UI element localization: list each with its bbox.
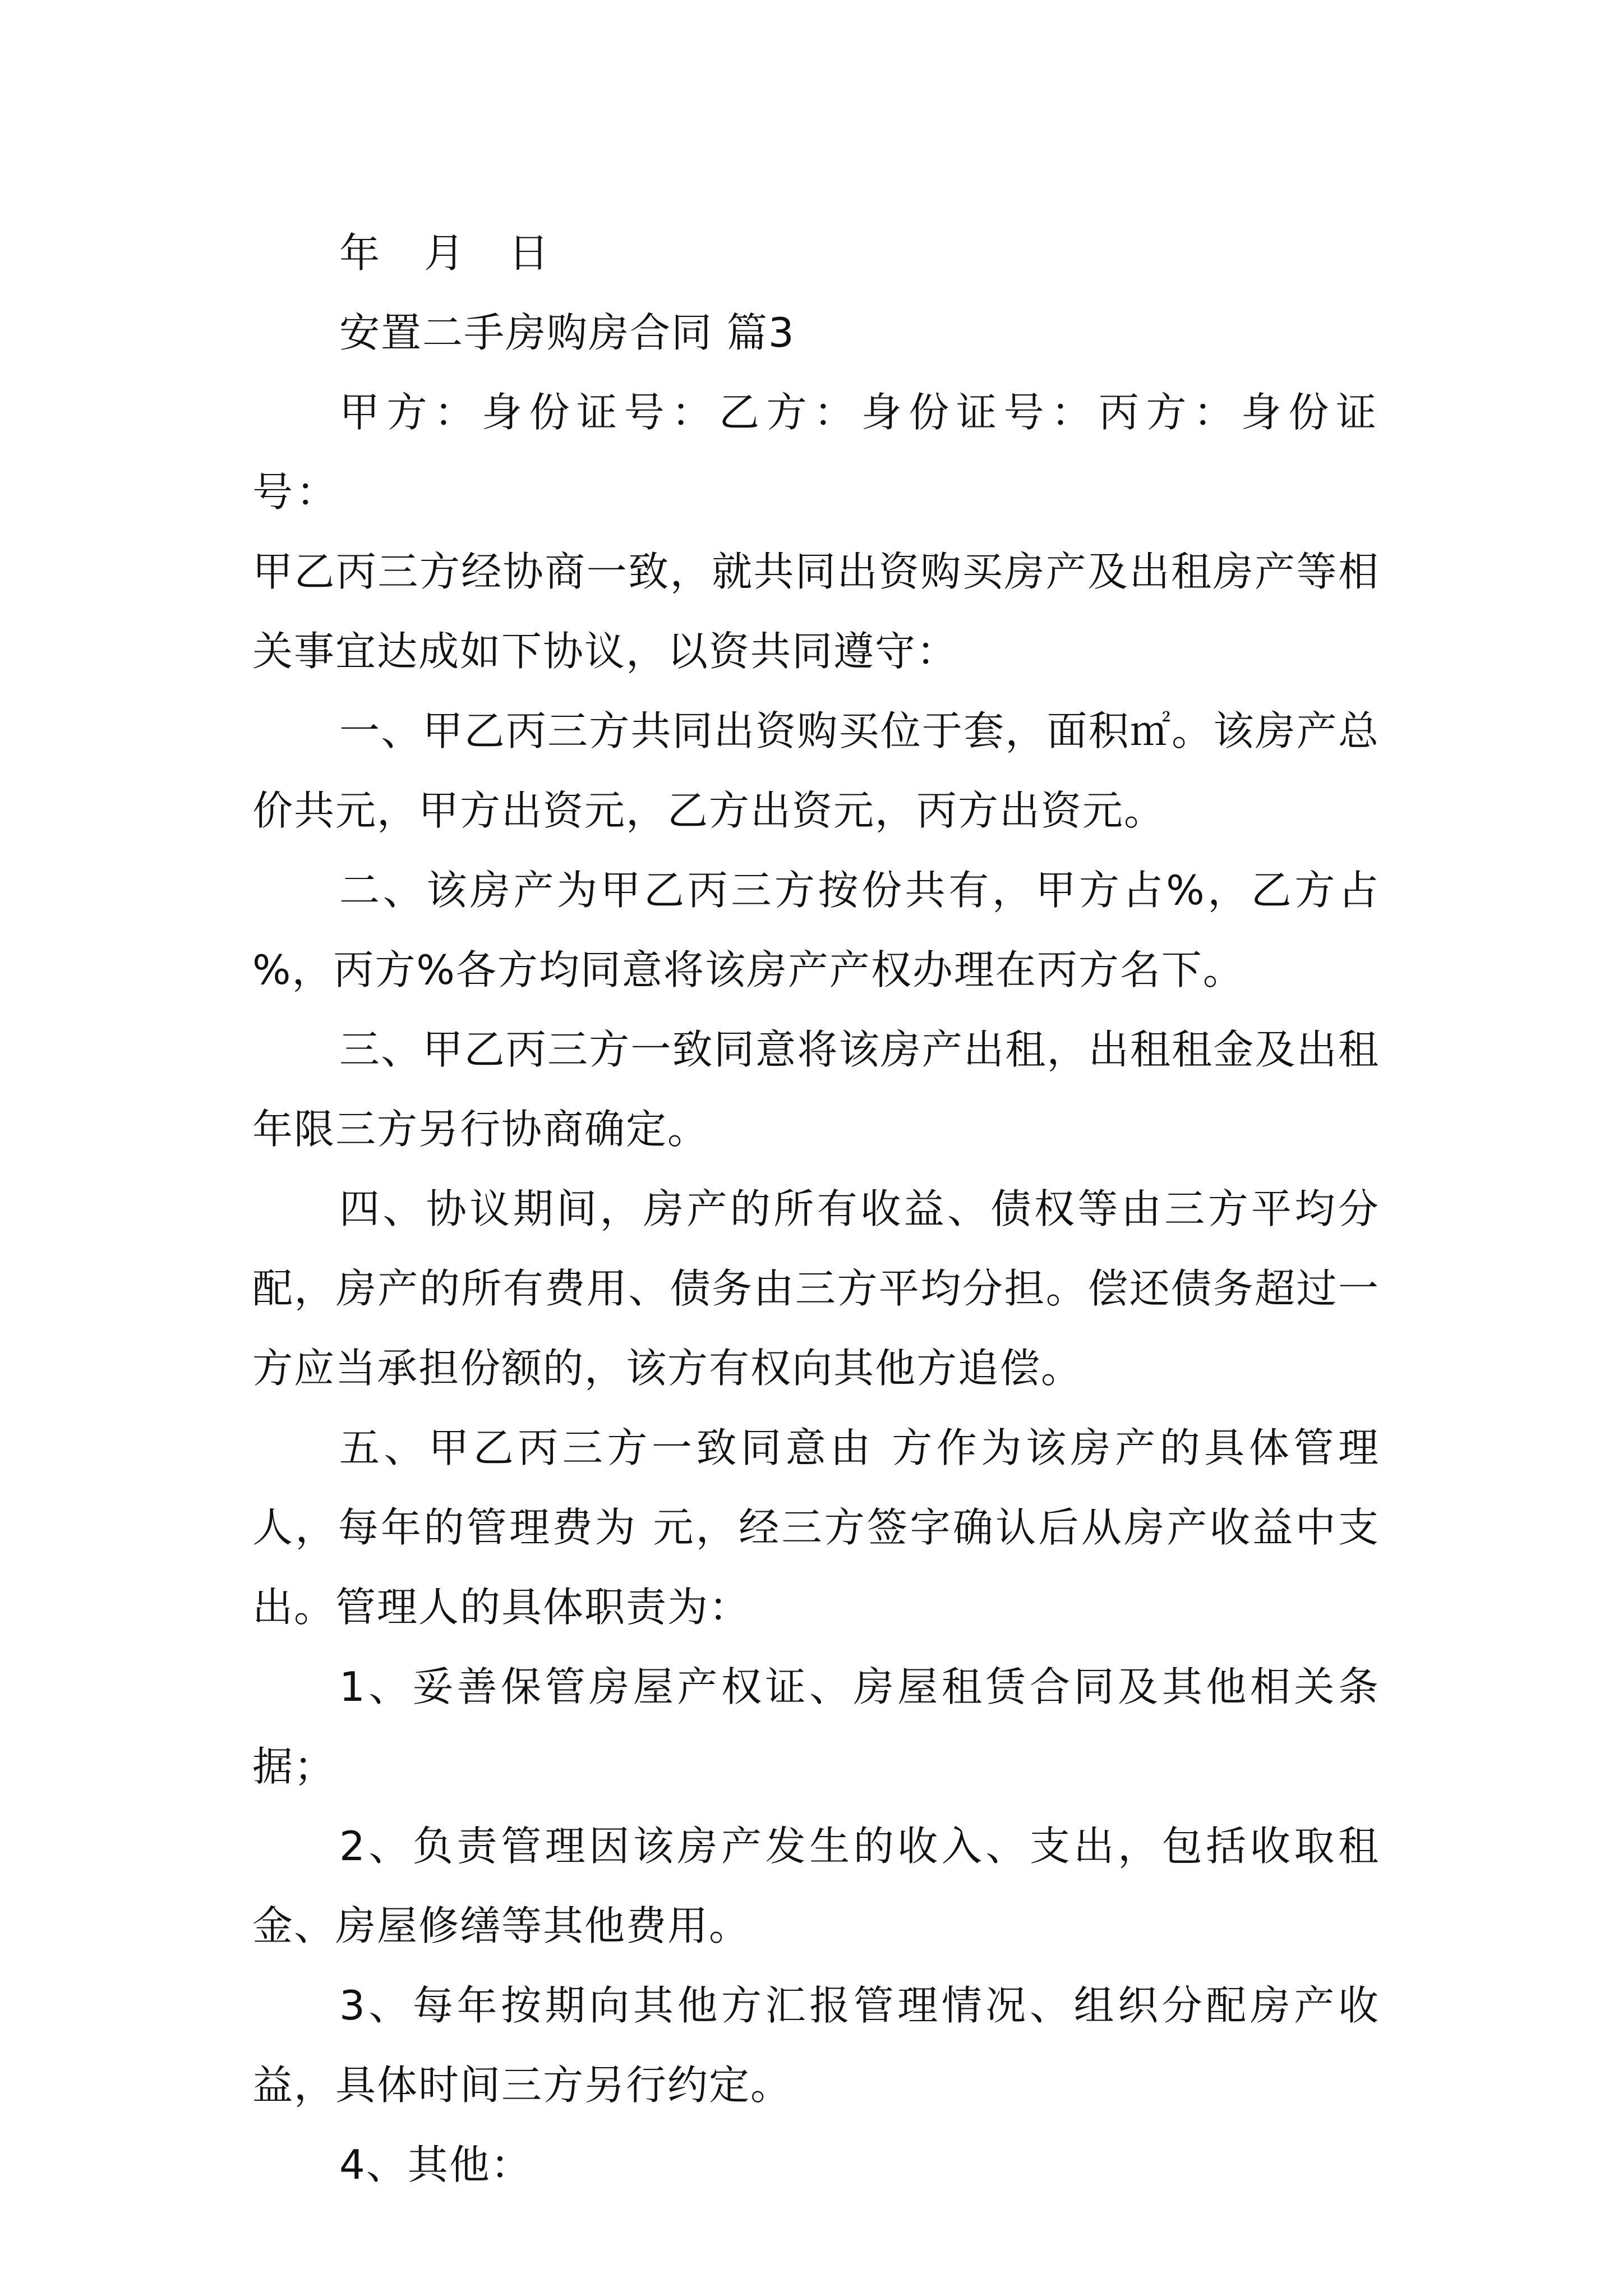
intro-paragraph: 甲乙丙三方经协商一致，就共同出资购买房产及出租房产等相关事宜达成如下协议，以资共同遵守： (252, 548, 1380, 675)
duty-4: 4、其他： (339, 2141, 532, 2188)
duty-1: 1、妥善保管房屋产权证、房屋租赁合同及其他相关条据； (252, 1663, 1380, 1790)
clause-3: 三、甲乙丙三方一致同意将该房产出租，出租租金及出租年限三方另行协商确定。 (252, 1026, 1380, 1153)
clause-2: 二、该房产为甲乙丙三方按份共有，甲方占%，乙方占 %，丙方%各方均同意将该房产产权办理在丙方名下。 (252, 867, 1380, 993)
duty-3: 3、每年按期向其他方汇报管理情况、组织分配房产收益，具体时间三方另行约定。 (252, 1982, 1380, 2109)
parties-line: 甲方：身份证号：乙方：身份证号：丙方：身份证号： (252, 389, 1380, 516)
clause-1: 一、甲乙丙三方共同出资购买位于套，面积㎡。该房产总价共元，甲方出资元，乙方出资元，丙方出资元。 (252, 707, 1380, 834)
clause-4: 四、协议期间，房产的所有收益、债权等由三方平均分配，房产的所有费用、债务由三方平均分担。偿还债务超过一方应当承担份额的，该方有权向其他方追偿。 (252, 1185, 1380, 1392)
document-body (252, 213, 1380, 2205)
date-line: 年 月 日 (339, 229, 565, 277)
section-title: 安置二手房购房合同 篇3 (339, 309, 795, 356)
clause-5: 五、甲乙丙三方一致同意由 方作为该房产的具体管理人，每年的管理费为 元，经三方签字确认后从房产收益中支出。管理人的具体职责为： (252, 1424, 1380, 1631)
duty-2: 2、负责管理因该房产发生的收入、支出，包括收取租金、房屋修缮等其他费用。 (252, 1823, 1380, 1949)
